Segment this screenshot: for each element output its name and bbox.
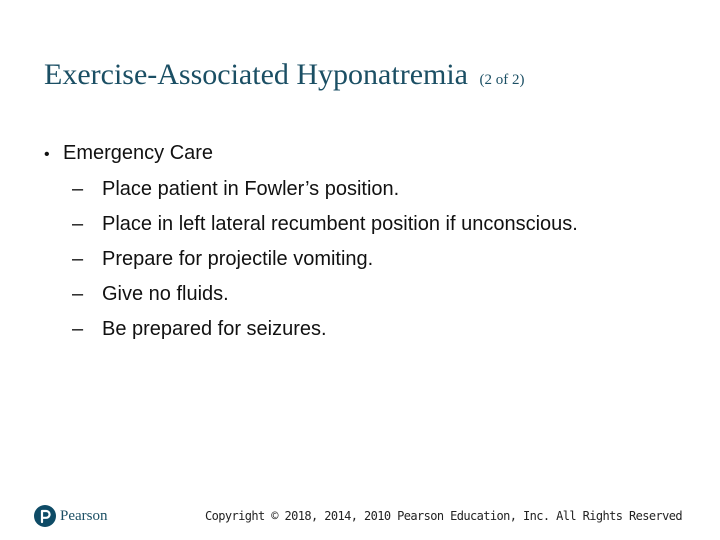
bullet-item [44,136,578,172]
dash-icon: – [72,213,84,235]
bullet-list [44,136,578,347]
dash-icon: – [72,178,84,200]
title-main: Exercise-Associated Hyponatremia [44,58,468,91]
sub-bullet-text: Prepare for projectile vomiting. [102,248,374,270]
sub-bullet-item [44,207,578,242]
dash-icon: – [72,248,84,270]
bullet-heading: Emergency Care [63,142,214,164]
dash-icon: – [72,318,84,340]
sub-bullet-text: Place in left lateral recumbent position if unconscious. [102,213,578,235]
dash-icon: – [72,283,84,305]
sub-bullet-item [44,242,578,277]
sub-bullet-item [44,172,578,207]
sub-bullet-item [44,312,578,347]
sub-bullet-text: Place patient in Fowler’s position. [102,178,400,200]
sub-bullet-list [44,172,578,347]
pearson-p-icon [34,505,56,527]
sub-bullet-text: Be prepared for seizures. [102,318,327,340]
sub-bullet-text: Give no fluids. [102,283,229,305]
pearson-logo [34,505,108,527]
bullet-icon: • [44,146,50,163]
copyright-notice: Copyright © 2018, 2014, 2010 Pearson Education, Inc. All Rights Reserved [205,509,682,523]
sub-bullet-item [44,277,578,312]
title-subtitle: (2 of 2) [479,72,525,88]
slide-title [44,58,525,92]
logo-wordmark: Pearson [60,507,108,524]
